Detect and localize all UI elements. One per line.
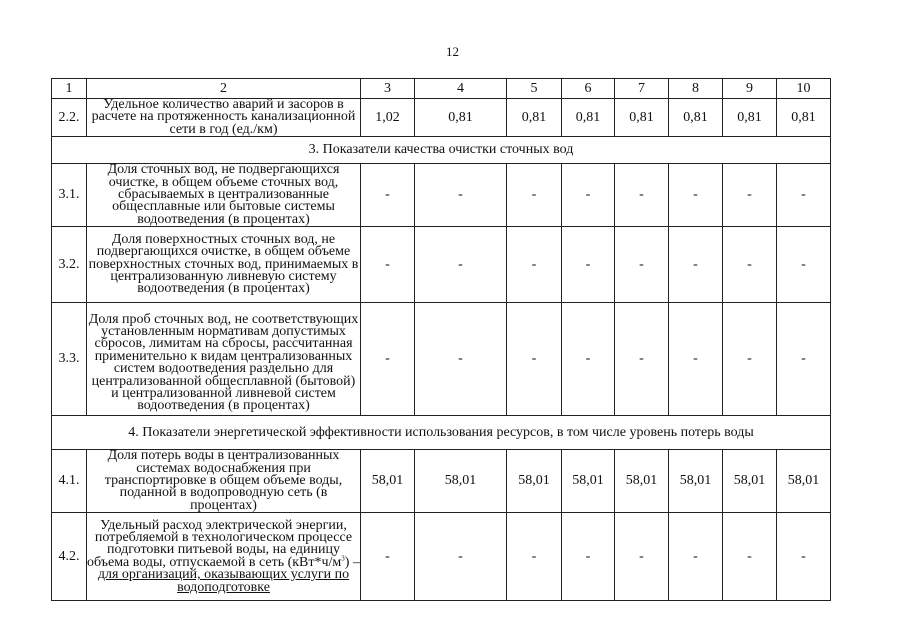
value-cell: 1,02 <box>361 99 415 137</box>
value-cell: 58,01 <box>669 450 723 513</box>
value-cell: - <box>415 227 507 303</box>
value-cell: - <box>562 513 615 601</box>
row-number: 2.2. <box>52 99 87 137</box>
value-cell: - <box>507 513 562 601</box>
row-description <box>87 513 361 601</box>
section-title: 3. Показатели качества очистки сточных вод <box>52 137 831 164</box>
value-cell: - <box>723 227 777 303</box>
value-cell: - <box>361 513 415 601</box>
value-cell: 0,81 <box>669 99 723 137</box>
row-number: 4.2. <box>52 513 87 601</box>
value-cell: - <box>723 164 777 227</box>
value-cell: - <box>562 227 615 303</box>
row-number: 3.1. <box>52 164 87 227</box>
value-cell: - <box>361 303 415 416</box>
row-number: 4.1. <box>52 450 87 513</box>
value-cell: 58,01 <box>415 450 507 513</box>
table-row <box>52 99 831 137</box>
value-cell: - <box>415 513 507 601</box>
row-description: Доля потерь воды в централизованных системах водоснабжения при транспортировке в общем объеме воды, поданной в водопроводную сеть (в процентах) <box>87 450 361 513</box>
row-description-text: ) – <box>344 554 360 570</box>
value-cell: - <box>777 227 831 303</box>
row-description: Удельное количество аварий и засоров в расчете на протяженность канализационной сети в год (ед./км) <box>87 99 361 137</box>
row-number: 3.2. <box>52 227 87 303</box>
value-cell: - <box>562 164 615 227</box>
value-cell: - <box>562 303 615 416</box>
value-cell: 58,01 <box>615 450 669 513</box>
value-cell: - <box>669 303 723 416</box>
value-cell: - <box>669 164 723 227</box>
value-cell: - <box>615 303 669 416</box>
row-description: Доля сточных вод, не подвергающихся очистке, в общем объеме сточных вод, сбрасываемых в централизованные общесплавные или бытовые системы водоотведения (в процентах) <box>87 164 361 227</box>
value-cell: - <box>507 303 562 416</box>
value-cell: - <box>615 227 669 303</box>
row-description: Доля проб сточных вод, не соответствующих установленным нормативам допустимых сбросов, лимитам на сбросы, рассчитанная применительно к видам централизованных систем водоотведения раздельно для централизованной общесплавной (бытовой) и централизованной ливневой систем водоотведения (в процентах) <box>87 303 361 416</box>
value-cell: 0,81 <box>415 99 507 137</box>
header-cell: 8 <box>669 79 723 99</box>
underlined-text: для организаций, оказывающих услуги по водоподготовке <box>97 567 350 595</box>
row-description-text: Удельный расход электрической энергии, потребляемой в технологическом процессе подготовки питьевой воды, на единицу объема воды, отпускаемой в сеть (кВт*ч/м <box>87 517 353 570</box>
value-cell: 58,01 <box>777 450 831 513</box>
value-cell: 0,81 <box>615 99 669 137</box>
section-title: 4. Показатели энергетической эффективности использования ресурсов, в том числе уровень потерь воды <box>52 416 831 450</box>
page-number: 12 <box>446 44 459 59</box>
header-cell: 1 <box>52 79 87 99</box>
value-cell: - <box>777 303 831 416</box>
header-cell: 9 <box>723 79 777 99</box>
row-number: 3.3. <box>52 303 87 416</box>
section-row <box>52 137 831 164</box>
table-row <box>52 164 831 227</box>
value-cell: 58,01 <box>562 450 615 513</box>
header-cell: 5 <box>507 79 562 99</box>
value-cell: 58,01 <box>507 450 562 513</box>
header-cell: 2 <box>87 79 361 99</box>
table-row <box>52 513 831 601</box>
header-cell: 3 <box>361 79 415 99</box>
value-cell: - <box>361 227 415 303</box>
value-cell: - <box>415 303 507 416</box>
header-cell: 10 <box>777 79 831 99</box>
value-cell: - <box>777 513 831 601</box>
header-cell: 7 <box>615 79 669 99</box>
value-cell: - <box>777 164 831 227</box>
table-row <box>52 303 831 416</box>
header-row <box>52 79 831 99</box>
value-cell: 0,81 <box>777 99 831 137</box>
header-cell: 6 <box>562 79 615 99</box>
value-cell: - <box>723 513 777 601</box>
value-cell: 58,01 <box>361 450 415 513</box>
value-cell: - <box>723 303 777 416</box>
section-row <box>52 416 831 450</box>
value-cell: - <box>669 227 723 303</box>
superscript: 3 <box>341 554 345 563</box>
table-row <box>52 227 831 303</box>
table-row <box>52 450 831 513</box>
value-cell: 58,01 <box>723 450 777 513</box>
value-cell: 0,81 <box>562 99 615 137</box>
value-cell: - <box>507 227 562 303</box>
value-cell: - <box>615 164 669 227</box>
value-cell: - <box>507 164 562 227</box>
value-cell: - <box>415 164 507 227</box>
indicators-table <box>51 78 831 601</box>
value-cell: - <box>669 513 723 601</box>
value-cell: - <box>361 164 415 227</box>
header-cell: 4 <box>415 79 507 99</box>
value-cell: - <box>615 513 669 601</box>
value-cell: 0,81 <box>507 99 562 137</box>
value-cell: 0,81 <box>723 99 777 137</box>
row-description: Доля поверхностных сточных вод, не подвергающихся очистке, в общем объеме поверхностных сточных вод, принимаемых в централизованную ливневую систему водоотведения (в процентах) <box>87 227 361 303</box>
